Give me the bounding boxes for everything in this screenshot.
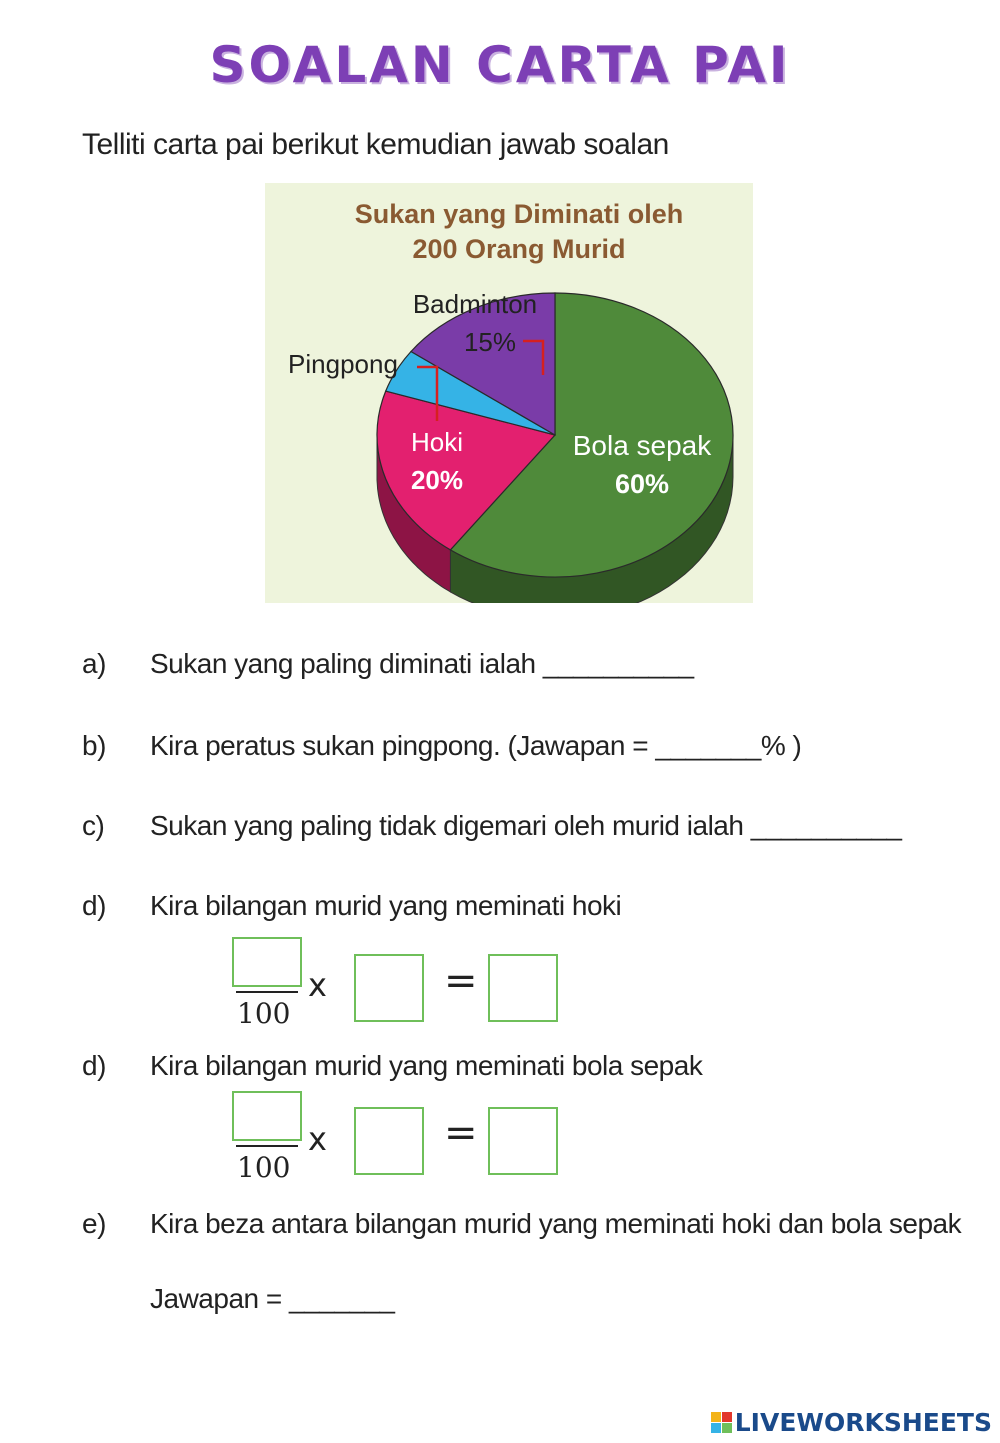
question-text: Kira beza antara bilangan murid yang meminati hoki dan bola sepak: [150, 1208, 962, 1239]
pie-chart: [265, 183, 753, 603]
times-sign: x: [308, 966, 327, 1004]
instructions: Telliti carta pai berikut kemudian jawab soalan: [82, 128, 669, 161]
question-e: [82, 1208, 961, 1240]
question-label: e): [82, 1208, 106, 1239]
brand-logo: [711, 1407, 992, 1437]
question-text: Kira bilangan murid yang meminati hoki: [150, 890, 622, 921]
times-sign: x: [308, 1120, 327, 1158]
equals-sign: =: [444, 958, 478, 1004]
label-hoki-value: 20%: [410, 465, 464, 495]
label-badminton-name: Badminton: [412, 289, 538, 319]
fraction-bar: [236, 1145, 298, 1147]
label-hoki-name: Hoki: [410, 427, 464, 457]
question-a: [82, 648, 694, 680]
question-label: a): [82, 648, 106, 679]
equals-sign: =: [444, 1110, 478, 1156]
question-text: Sukan yang paling diminati ialah __________: [150, 648, 694, 679]
label-bolasepak-name: Bola sepak: [572, 430, 712, 461]
fraction-bar: [236, 991, 298, 993]
answer-box-result-hoki[interactable]: [488, 954, 558, 1022]
page-title: SOALAN CARTA PAI: [209, 36, 791, 94]
pie-chart-svg: [265, 183, 753, 603]
label-badminton-value: 15%: [463, 327, 517, 357]
brand-name: LIVEWORKSHEETS: [734, 1407, 992, 1437]
chart-title-line-2: 200 Orang Murid: [412, 234, 626, 264]
answer-box-total-hoki[interactable]: [354, 954, 424, 1022]
denominator: 100: [237, 997, 291, 1030]
question-label: b): [82, 730, 106, 761]
question-d-hoki: [82, 890, 621, 922]
denominator: 100: [237, 1151, 291, 1184]
question-d-bolasepak: [82, 1050, 702, 1082]
chart-title-line-1: Sukan yang Diminati oleh: [354, 199, 684, 229]
answer-box-numerator-hoki[interactable]: [232, 937, 302, 987]
question-label: d): [82, 1050, 106, 1081]
question-label: d): [82, 890, 106, 921]
label-bolasepak-value: 60%: [614, 469, 670, 499]
question-text: Kira peratus sukan pingpong. (Jawapan = _______% ): [150, 730, 802, 761]
question-c: [82, 810, 901, 842]
question-label: c): [82, 810, 105, 841]
brand-logo-icon: [711, 1412, 732, 1433]
answer-box-result-bolasepak[interactable]: [488, 1107, 558, 1175]
question-text: Sukan yang paling tidak digemari oleh murid ialah __________: [150, 810, 902, 841]
answer-box-total-bolasepak[interactable]: [354, 1107, 424, 1175]
answer-box-numerator-bolasepak[interactable]: [232, 1091, 302, 1141]
label-pingpong-name: Pingpong: [288, 349, 398, 379]
question-text: Kira bilangan murid yang meminati bola sepak: [150, 1050, 703, 1081]
question-b: [82, 730, 801, 762]
answer-line: Jawapan = _______: [150, 1283, 395, 1314]
